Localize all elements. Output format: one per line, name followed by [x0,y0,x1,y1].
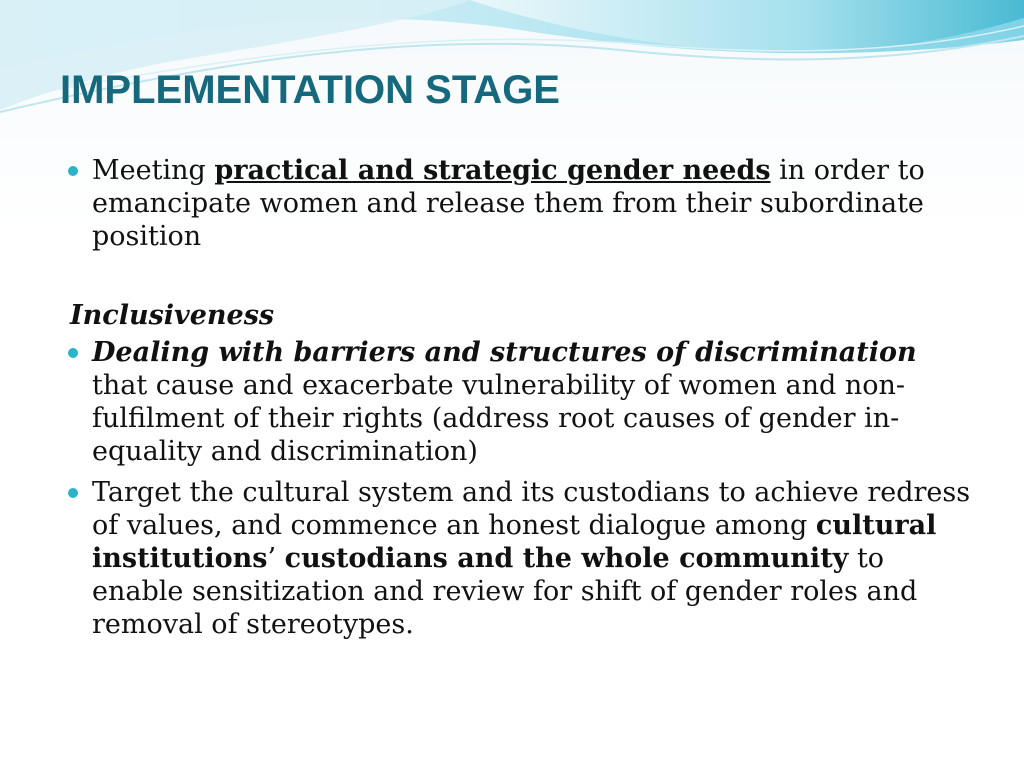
bullet2-text-after: that cause and exacerbate vulnerability of women and non-fulfilment of their rights (address root causes of gender in-equality and discrimination) [92,370,906,467]
slide-body [62,154,972,641]
bullet-practical-needs [62,154,972,253]
section-heading-inclusiveness: Inclusiveness [70,300,275,331]
bullet3-emphasis-institutions: cultural institutions [92,510,937,574]
bullet-dot-icon [68,348,78,358]
bullet-dot-icon [68,166,78,176]
bullet-dot-icon [68,488,78,498]
slide-title: IMPLEMENTATION STAGE [60,68,560,112]
bullet1-emphasis: practical and strategic gender needs [214,155,771,186]
bullet1-text-before: Meeting [92,155,215,186]
bullet-barriers [62,336,972,468]
bullet3-text-after: to enable sensitization and review for shift of gender roles and removal of stereotypes. [92,543,918,640]
bullet1-text-after: in order to emancipate women and release them from their subordinate position [92,155,925,252]
bullet3-text-before: Target the cultural system and its custodians to achieve redress of values, and commence an honest dialogue among [92,477,971,541]
bullet3-connector: ’ [267,543,285,574]
bullet2-emphasis: Dealing with barriers and structures of discrimination [92,337,917,368]
bullet-cultural-system [62,476,972,641]
bullet3-emphasis-custodians: custodians and the whole community [284,543,849,574]
